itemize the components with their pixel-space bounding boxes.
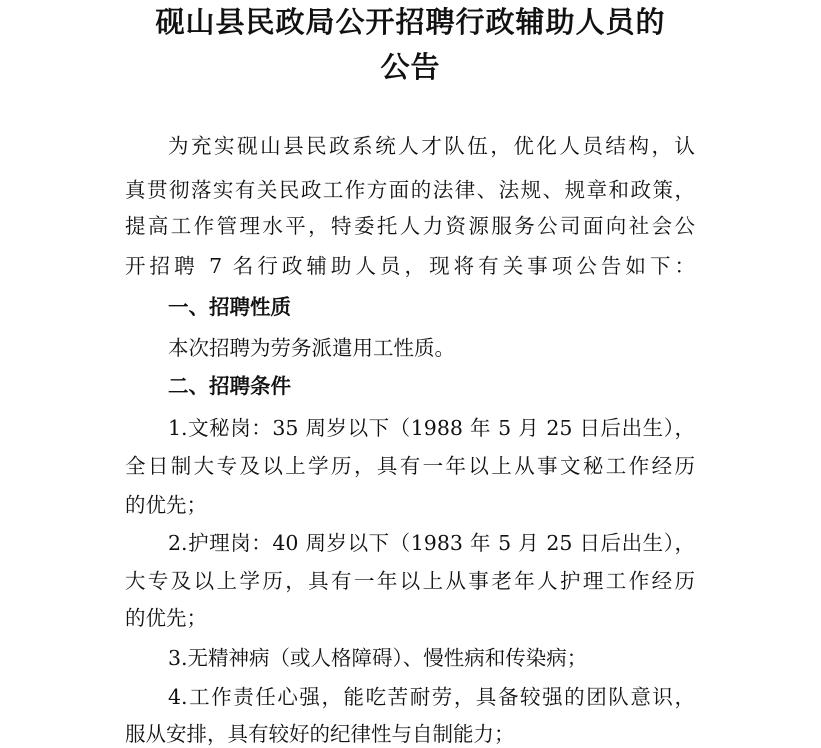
condition-3-line-1: 3.无精神病（或人格障碍）、慢性病和传染病； [168,646,588,670]
document-title-line-2: 公告 [380,50,441,84]
condition-1-line-2: 全日制大专及以上学历，具有一年以上从事文秘工作经历 [125,454,695,478]
intro-line-1: 为充实砚山县民政系统人才队伍，优化人员结构，认 [168,134,695,158]
section-heading-nature: 一、招聘性质 [168,295,291,319]
condition-2-line-3: 的优先； [125,606,207,630]
condition-2-line-2: 大专及以上学历，具有一年以上从事老年人护理工作经历 [125,569,695,593]
section-heading-conditions: 二、招聘条件 [168,374,291,398]
condition-2-line-1: 2.护理岗：40 周岁以下（1983 年 5 月 25 日后出生）， [168,531,695,555]
intro-line-3: 提高工作管理水平，特委托人力资源服务公司面向社会公 [125,214,695,238]
condition-1-line-3: 的优先； [125,493,207,517]
section-text-nature: 本次招聘为劳务派遣用工性质。 [168,336,455,360]
intro-line-2: 真贯彻落实有关民政工作方面的法律、法规、规章和政策， [125,178,695,202]
intro-line-4: 开招聘 7 名行政辅助人员，现将有关事项公告如下： [125,254,695,278]
document-title-line-1: 砚山县民政局公开招聘行政辅助人员的 [155,5,666,39]
condition-1-line-1: 1.文秘岗：35 周岁以下（1988 年 5 月 25 日后出生）， [168,416,695,440]
condition-4-line-2: 服从安排，具有较好的纪律性与自制能力； [125,722,515,746]
condition-4-line-1: 4.工作责任心强，能吃苦耐劳，具备较强的团队意识， [168,685,695,709]
